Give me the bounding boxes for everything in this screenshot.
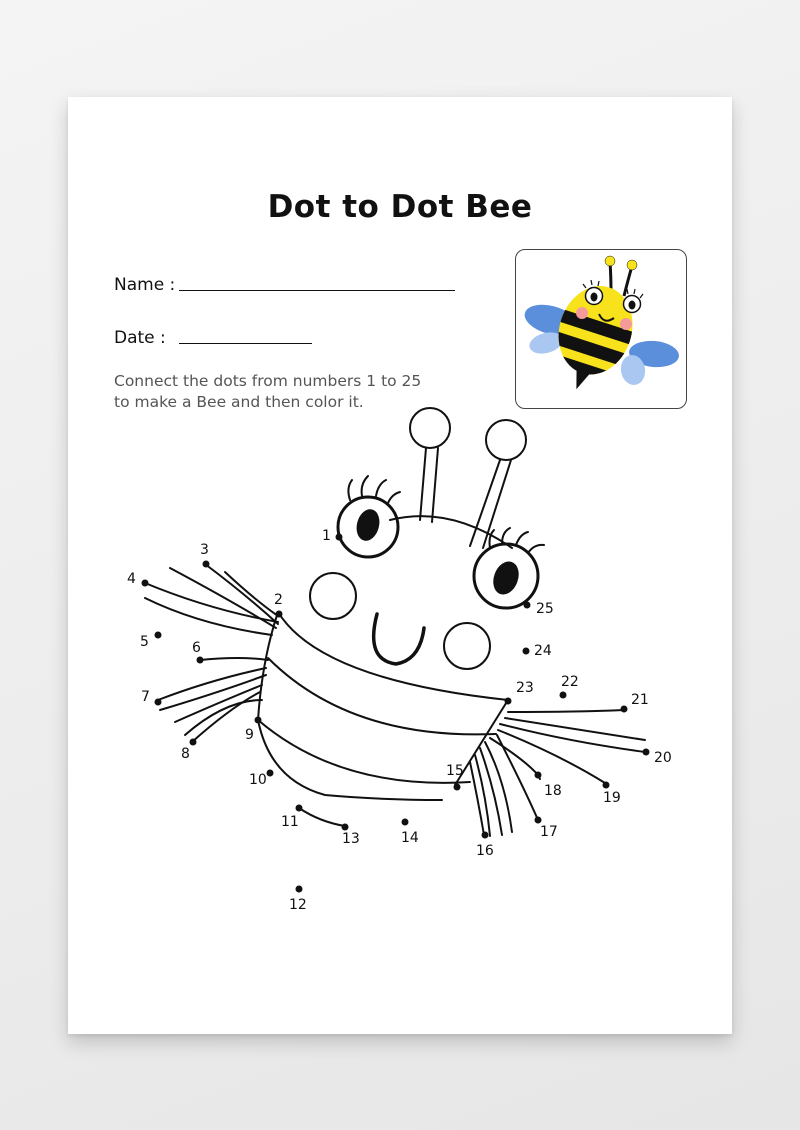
dot-number: 1 bbox=[322, 528, 331, 544]
dot-number: 9 bbox=[245, 727, 254, 743]
dot-number: 2 bbox=[274, 592, 283, 608]
name-label: Name : bbox=[114, 275, 176, 295]
right-antenna-ball bbox=[486, 420, 526, 460]
dot-number: 17 bbox=[540, 824, 558, 840]
dot-number: 6 bbox=[192, 640, 201, 656]
dot-number: 8 bbox=[181, 746, 190, 762]
dot-number: 11 bbox=[281, 814, 299, 830]
dot-number: 3 bbox=[200, 542, 209, 558]
dot-number: 5 bbox=[140, 634, 149, 650]
dot-number: 23 bbox=[516, 680, 534, 696]
instructions-line-1: Connect the dots from numbers 1 to 25 bbox=[114, 372, 422, 390]
dot-number: 16 bbox=[476, 843, 494, 859]
instructions-line-2: to make a Bee and then color it. bbox=[114, 393, 364, 411]
dot-number: 25 bbox=[536, 601, 554, 617]
page-title: Dot to Dot Bee bbox=[267, 189, 533, 225]
dot-number: 19 bbox=[603, 790, 621, 806]
date-label: Date : bbox=[114, 328, 166, 348]
dot-number: 15 bbox=[446, 763, 464, 779]
dot-number: 4 bbox=[127, 571, 136, 587]
dot-number: 22 bbox=[561, 674, 579, 690]
dot-number: 10 bbox=[249, 772, 267, 788]
dot-number: 24 bbox=[534, 643, 552, 659]
dot-number: 14 bbox=[401, 830, 419, 846]
dot-number: 13 bbox=[342, 831, 360, 847]
left-antenna-ball bbox=[410, 408, 450, 448]
dot-number: 21 bbox=[631, 692, 649, 708]
dot-number: 20 bbox=[654, 750, 672, 766]
dot-number: 7 bbox=[141, 689, 150, 705]
dot-number: 18 bbox=[544, 783, 562, 799]
dot-number: 12 bbox=[289, 897, 307, 913]
